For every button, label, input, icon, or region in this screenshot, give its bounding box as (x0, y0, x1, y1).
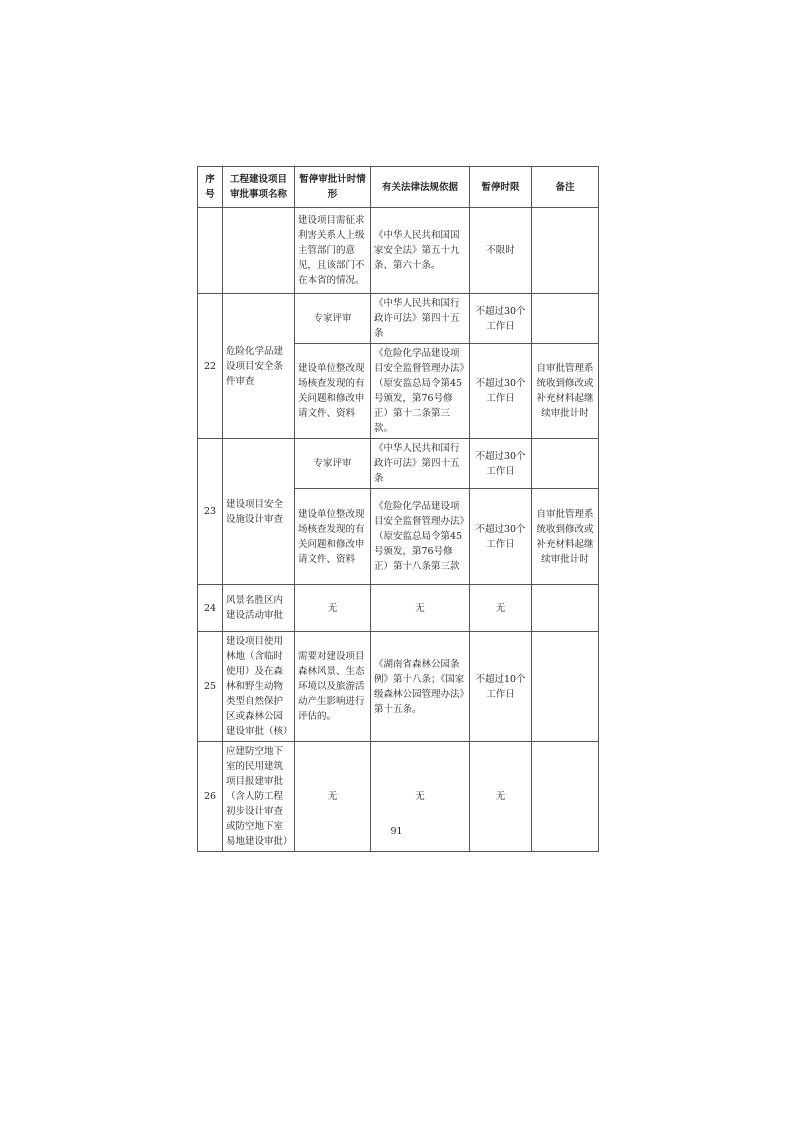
header-legal-basis: 有关法律法规依据 (371, 167, 470, 208)
cell-time-limit: 不超过30个工作日 (470, 489, 532, 585)
header-situation: 暂停审批计时情形 (295, 167, 371, 208)
cell-item-name (223, 208, 295, 294)
cell-no: 22 (198, 294, 223, 439)
cell-situation: 建设项目需征求利害关系人上级主管部门的意见，且该部门不在本省的情况。 (295, 208, 371, 294)
table-row (198, 439, 599, 489)
approval-suspension-table (197, 166, 599, 852)
cell-time-limit: 无 (470, 585, 532, 632)
cell-situation: 专家评审 (295, 439, 371, 489)
cell-legal-basis: 《危险化学品建设项目安全监督管理办法》（原安监总局令第45号颁发，第76号修正）第十八条第三款 (371, 489, 470, 585)
table-row (198, 208, 599, 294)
cell-remark (532, 585, 599, 632)
header-item-name: 工程建设项目审批事项名称 (223, 167, 295, 208)
header-no: 序号 (198, 167, 223, 208)
cell-legal-basis: 《中华人民共和国行政许可法》第四十五条 (371, 439, 470, 489)
cell-remark (532, 632, 599, 742)
cell-time-limit: 不超过30个工作日 (470, 439, 532, 489)
cell-legal-basis: 《危险化学品建设项目安全监督管理办法》（原安监总局令第45号颁发，第76号修正）第十二条第三款。 (371, 344, 470, 439)
cell-legal-basis: 无 (371, 585, 470, 632)
cell-no (198, 208, 223, 294)
cell-situation: 建设单位整改现场核查发现的有关问题和修改申请文件、资料 (295, 344, 371, 439)
cell-time-limit: 无 (470, 742, 532, 852)
cell-legal-basis: 《中华人民共和国行政许可法》第四十五条 (371, 294, 470, 344)
cell-item-name: 建设项目使用林地（含临时使用）及在森林和野生动物类型自然保护区或森林公园建设审批（核） (223, 632, 295, 742)
cell-time-limit: 不超过10个工作日 (470, 632, 532, 742)
cell-situation: 专家评审 (295, 294, 371, 344)
table-row (198, 632, 599, 742)
header-remark: 备注 (532, 167, 599, 208)
cell-remark (532, 439, 599, 489)
cell-no: 24 (198, 585, 223, 632)
cell-remark (532, 294, 599, 344)
table-row (198, 294, 599, 344)
cell-item-name: 应建防空地下室的民用建筑项目报建审批（含人防工程初步设计审查或防空地下室易地建设审批） (223, 742, 295, 852)
cell-remark (532, 208, 599, 294)
cell-legal-basis: 《中华人民共和国国家安全法》第五十九条、第六十条。 (371, 208, 470, 294)
cell-item-name: 风景名胜区内建设活动审批 (223, 585, 295, 632)
cell-remark: 自审批管理系统收到修改或补充材料起继续审批计时 (532, 344, 599, 439)
cell-time-limit: 不限时 (470, 208, 532, 294)
cell-item-name: 建设项目安全设施设计审查 (223, 439, 295, 585)
cell-situation: 无 (295, 742, 371, 852)
cell-remark: 自审批管理系统收到修改或补充材料起继续审批计时 (532, 489, 599, 585)
cell-situation: 无 (295, 585, 371, 632)
cell-time-limit: 不超过30个工作日 (470, 294, 532, 344)
header-time-limit: 暂停时限 (470, 167, 532, 208)
cell-situation: 需要对建设项目森林风景、生态环境以及旅游活动产生影响进行评估的。 (295, 632, 371, 742)
cell-no: 25 (198, 632, 223, 742)
cell-situation: 建设单位整改现场核查发现的有关问题和修改申请文件、资料 (295, 489, 371, 585)
table-header-row (198, 167, 599, 208)
cell-item-name: 危险化学品建设项目安全条件审查 (223, 294, 295, 439)
cell-time-limit: 不超过30个工作日 (470, 344, 532, 439)
cell-legal-basis: 无 (371, 742, 470, 852)
cell-no: 26 (198, 742, 223, 852)
cell-no: 23 (198, 439, 223, 585)
page-number: 91 (390, 826, 403, 837)
table-row (198, 585, 599, 632)
cell-legal-basis: 《湖南省森林公园条例》第十八条；《国家级森林公园管理办法》第十五条。 (371, 632, 470, 742)
